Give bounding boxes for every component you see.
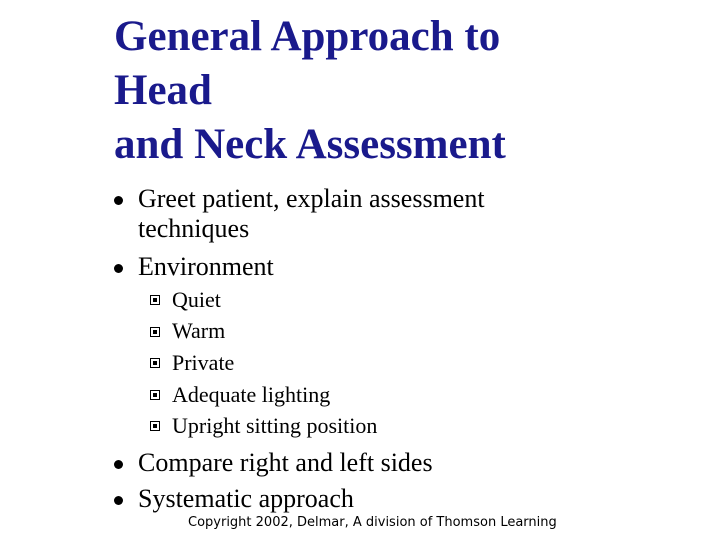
bullet-compare-sides bbox=[138, 448, 698, 478]
title-line-1: General Approach to bbox=[114, 13, 501, 60]
filled-circle-bullet-icon bbox=[114, 196, 123, 205]
square-target-bullet-icon bbox=[150, 421, 160, 431]
sub-bullet-warm: Warm bbox=[172, 318, 226, 343]
sub-bullet-upright-sitting: Upright sitting position bbox=[172, 413, 378, 438]
sub-bullet-private: Private bbox=[172, 350, 235, 375]
bullet-line: Greet patient, explain assessment bbox=[138, 184, 485, 213]
title-line-3: and Neck Assessment bbox=[114, 121, 506, 168]
square-target-bullet-icon bbox=[150, 390, 160, 400]
sub-bullet-adequate-lighting: Adequate lighting bbox=[172, 382, 331, 407]
bullet-greet-patient bbox=[138, 184, 698, 244]
square-target-bullet-icon bbox=[150, 358, 160, 368]
bullet-systematic-approach bbox=[138, 484, 698, 514]
filled-circle-bullet-icon bbox=[114, 460, 123, 469]
filled-circle-bullet-icon bbox=[114, 264, 123, 273]
bullet-line: techniques bbox=[138, 214, 250, 243]
title-line-2: Head bbox=[114, 67, 212, 114]
bullet-line: Environment bbox=[138, 252, 274, 281]
bullet-environment bbox=[138, 252, 698, 282]
square-target-bullet-icon bbox=[150, 295, 160, 305]
copyright-footer: Copyright 2002, Delmar, A division of Thomson Learning bbox=[188, 515, 557, 530]
bullet-line: Systematic approach bbox=[138, 484, 354, 513]
filled-circle-bullet-icon bbox=[114, 496, 123, 505]
square-target-bullet-icon bbox=[150, 327, 160, 337]
sub-bullet-quiet: Quiet bbox=[172, 287, 221, 312]
slide-title bbox=[114, 10, 704, 172]
bullet-line: Compare right and left sides bbox=[138, 448, 433, 477]
